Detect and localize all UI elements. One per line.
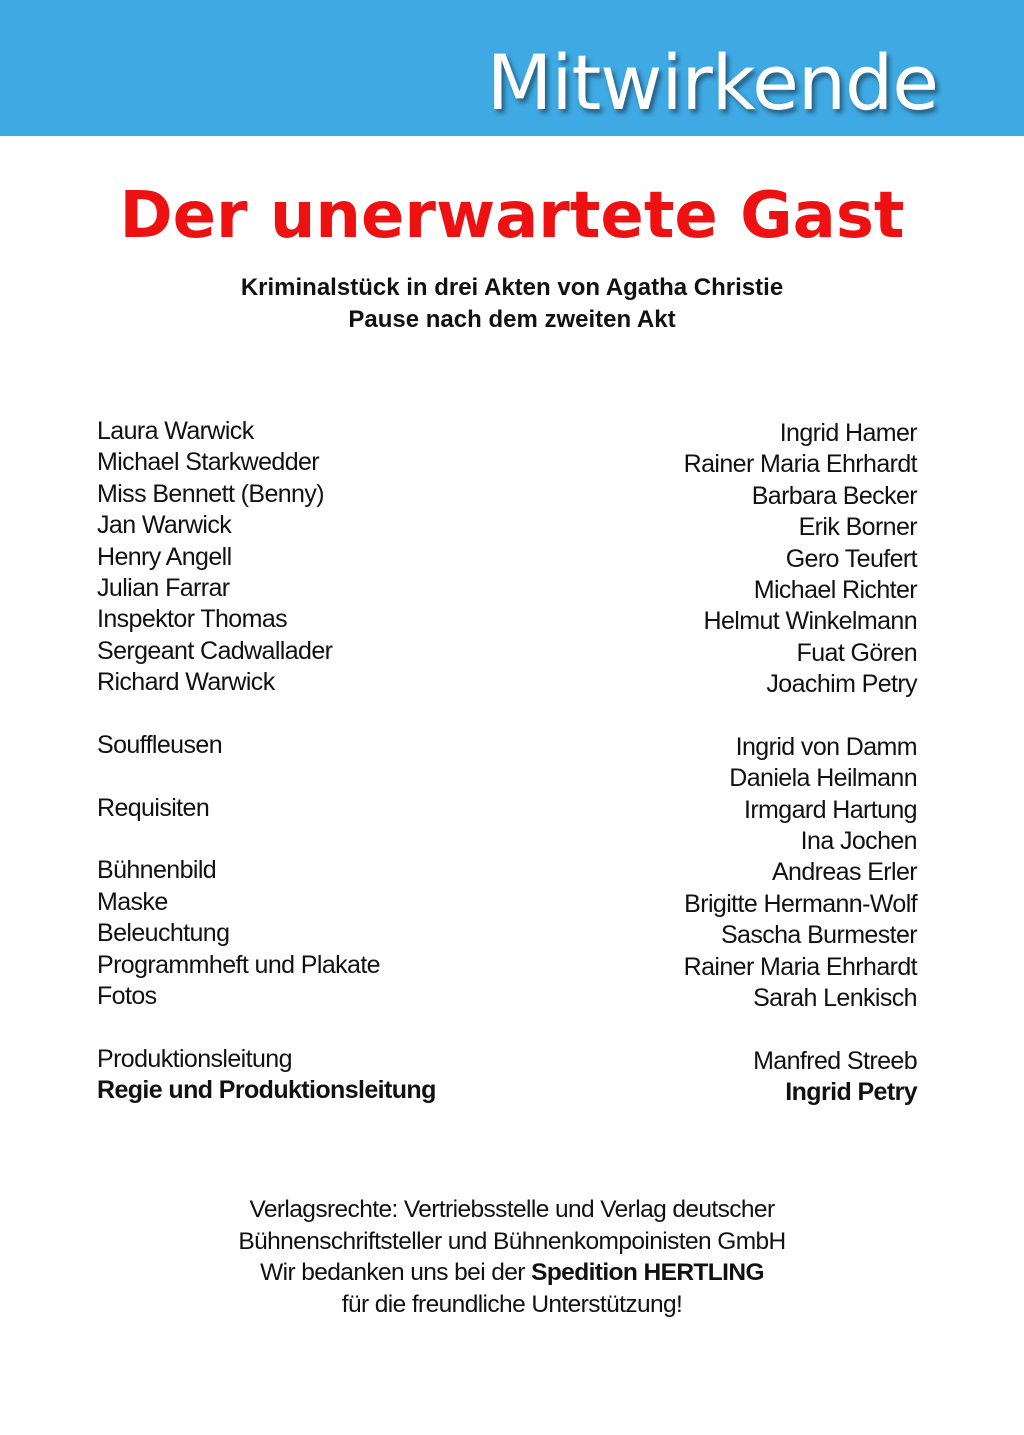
role-label: Produktionsleitung bbox=[97, 1044, 292, 1073]
role-label: Richard Warwick bbox=[97, 668, 275, 697]
cast-row bbox=[97, 636, 917, 667]
play-title: Der unerwartete Gast bbox=[119, 179, 905, 253]
crew-row bbox=[97, 918, 917, 949]
performer-name: Ingrid Hamer bbox=[779, 419, 917, 447]
performer-name: Fuat Gören bbox=[796, 638, 917, 667]
crew-row bbox=[97, 950, 917, 981]
cast-row bbox=[97, 542, 917, 573]
crew-row-requisiten bbox=[97, 793, 917, 824]
performer-name: Michael Richter bbox=[753, 575, 917, 604]
crew-row-director bbox=[97, 1075, 917, 1106]
cast-row bbox=[97, 573, 917, 604]
crew-name: Daniela Heilmann bbox=[729, 764, 917, 793]
intermission-note: Pause nach dem zweiten Akt bbox=[348, 306, 676, 333]
role-label: Inspektor Thomas bbox=[97, 605, 288, 634]
role-label: Souffleusen bbox=[97, 730, 222, 759]
performer-name: Barbara Becker bbox=[751, 481, 917, 510]
role-label: Jan Warwick bbox=[97, 511, 232, 540]
footer-notes bbox=[0, 1194, 1024, 1320]
cast-row bbox=[97, 667, 917, 698]
role-label: Programmheft und Plakate bbox=[97, 950, 380, 979]
performer-name: Erik Borner bbox=[798, 513, 917, 542]
role-label: Maske bbox=[97, 887, 168, 916]
cast-row bbox=[97, 510, 917, 541]
role-label: Bühnenbild bbox=[97, 856, 217, 885]
performer-name: Gero Teufert bbox=[785, 544, 917, 573]
crew-row bbox=[97, 981, 917, 1012]
performer-name: Helmut Winkelmann bbox=[703, 607, 917, 636]
crew-row-leitung bbox=[97, 1044, 917, 1075]
crew-name: Ingrid von Damm bbox=[735, 732, 917, 761]
crew-row bbox=[97, 887, 917, 918]
header-banner bbox=[0, 0, 1024, 136]
role-label: Michael Starkwedder bbox=[97, 448, 320, 477]
rights-line-2: Bühnenschriftsteller und Bühnenkompoinisten GmbH bbox=[238, 1227, 786, 1255]
role-label: Miss Bennett (Benny) bbox=[97, 479, 324, 508]
crew-name: Sarah Lenkisch bbox=[753, 984, 917, 1013]
role-label: Fotos bbox=[97, 982, 157, 1011]
credits-list bbox=[97, 416, 917, 1107]
rights-line-1: Verlagsrechte: Vertriebsstelle und Verlag deutscher bbox=[249, 1196, 775, 1223]
cast-row bbox=[97, 479, 917, 510]
thanks-line bbox=[0, 1257, 1024, 1289]
crew-name: Sascha Burmester bbox=[720, 921, 917, 950]
crew-name: Ina Jochen bbox=[800, 827, 917, 856]
cast-row bbox=[97, 447, 917, 478]
role-label: Laura Warwick bbox=[97, 417, 254, 445]
role-label: Beleuchtung bbox=[97, 919, 230, 948]
crew-name: Manfred Streeb bbox=[753, 1046, 917, 1075]
crew-name: Andreas Erler bbox=[771, 858, 917, 887]
role-label: Requisiten bbox=[97, 793, 210, 822]
director-name: Ingrid Petry bbox=[785, 1078, 917, 1107]
crew-name: Rainer Maria Ehrhardt bbox=[683, 952, 917, 981]
play-subtitle: Kriminalstück in drei Akten von Agatha Christie bbox=[240, 274, 784, 301]
crew-row-souffleusen bbox=[97, 761, 917, 792]
crew-row-souffleusen bbox=[97, 730, 917, 761]
cast-row bbox=[97, 604, 917, 635]
performer-name: Rainer Maria Ehrhardt bbox=[683, 450, 917, 479]
director-role-label: Regie und Produktionsleitung bbox=[97, 1076, 436, 1105]
crew-name: Irmgard Hartung bbox=[743, 795, 917, 824]
thanks-prefix: Wir bedanken uns bei der bbox=[260, 1259, 532, 1286]
crew-name: Brigitte Hermann-Wolf bbox=[684, 889, 917, 918]
role-label: Sergeant Cadwallader bbox=[97, 636, 333, 665]
role-label: Julian Farrar bbox=[97, 573, 230, 602]
cast-row bbox=[97, 416, 917, 447]
crew-row-requisiten bbox=[97, 824, 917, 855]
sponsor-name: Spedition HERTLING bbox=[531, 1259, 764, 1286]
performer-name: Joachim Petry bbox=[766, 670, 917, 699]
crew-row bbox=[97, 855, 917, 886]
banner-title: Mitwirkende bbox=[486, 38, 938, 127]
role-label: Henry Angell bbox=[97, 542, 232, 571]
thanks-line-2: für die freundliche Unterstützung! bbox=[341, 1290, 683, 1318]
